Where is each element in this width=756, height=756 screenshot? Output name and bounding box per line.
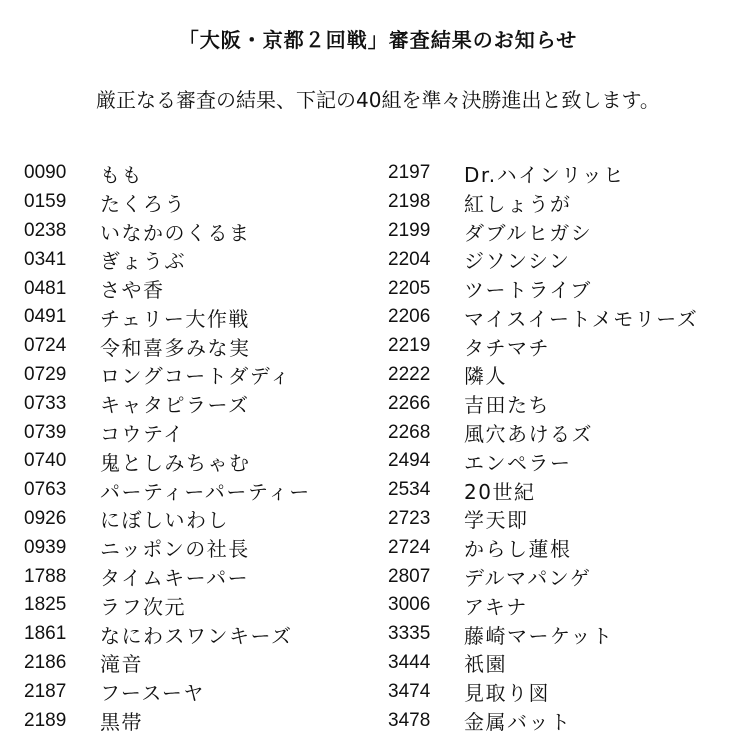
entry-number: 0238 [24,219,67,241]
entry-number: 0939 [24,536,67,558]
list-item [24,274,374,303]
entry-number: 0729 [24,363,67,385]
entry-name: 令和喜多みな実 [100,335,251,360]
entry-name: 風穴あけるズ [464,422,593,447]
entry-name: 紅しょうが [464,191,572,216]
entry-number: 0341 [24,248,67,270]
list-item [388,418,750,447]
list-item [24,447,374,476]
entry-number: 2205 [388,277,431,299]
entry-number: 2219 [388,335,431,357]
list-item [388,159,750,188]
entry-number: 2189 [24,709,67,731]
entry-number: 0733 [24,392,67,414]
list-item [388,706,750,735]
entry-number: 2724 [388,536,431,558]
list-item [388,447,750,476]
entry-number: 0926 [24,507,67,529]
list-item [388,562,750,591]
entry-number: 1788 [24,565,67,587]
entry-name: もも [100,162,143,187]
entry-name: たくろう [100,191,186,216]
entry-number: 2268 [388,421,431,443]
entry-number: 0481 [24,277,67,299]
list-item [24,188,374,217]
entry-name: 藤崎マーケット [464,623,614,648]
list-item [388,274,750,303]
entry-number: 2222 [388,363,431,385]
entry-number: 0724 [24,335,67,357]
list-item [24,245,374,274]
entry-number: 2197 [388,162,431,184]
list-item [24,591,374,620]
entry-name: さや香 [100,278,165,303]
entry-list-right [388,159,750,735]
list-item [388,620,750,649]
list-item [388,188,750,217]
list-item [388,476,750,505]
list-item [24,361,374,390]
entry-name: ダブルヒガシ [464,220,593,245]
entry-number: 3478 [388,709,431,731]
entry-name: にぼしいわし [100,508,229,533]
entry-name: デルマパンゲ [464,566,592,591]
entry-number: 3444 [388,651,431,673]
entry-name: タチマチ [464,335,550,360]
entry-number: 2204 [388,248,431,270]
entry-name: ロングコートダディ [100,364,292,389]
entry-number: 2198 [388,191,431,213]
list-item [388,505,750,534]
list-item [24,706,374,735]
entry-number: 2266 [388,392,431,414]
entry-name: ツートライブ [464,278,592,303]
entry-name: 20世紀 [464,479,536,504]
entry-number: 2187 [24,680,67,702]
list-item [24,476,374,505]
entry-name: 金属バット [464,710,572,735]
entry-number: 0763 [24,479,67,501]
list-item [24,533,374,562]
announcement-text: 厳正なる審査の結果、下記の40組を準々決勝進出と致します。 [96,88,660,112]
list-item [24,562,374,591]
entry-name: からし蓮根 [464,537,572,562]
list-item [388,533,750,562]
entry-number: 3006 [388,594,431,616]
entry-name: キャタピラーズ [100,393,250,418]
entry-number: 2807 [388,565,431,587]
entry-list-left [24,159,374,735]
entry-name: 学天即 [464,508,529,533]
entry-name: 見取り図 [464,681,550,706]
entry-number: 2186 [24,651,67,673]
list-item [24,332,374,361]
list-item [24,217,374,246]
entry-number: 2206 [388,306,431,328]
entry-name: ジソンシン [464,249,571,274]
entry-name: 祇園 [464,652,507,677]
entry-name: コウテイ [100,422,185,447]
entry-number: 0739 [24,421,67,443]
list-item [388,217,750,246]
entry-number: 2494 [388,450,431,472]
list-item [24,677,374,706]
entry-number: 1861 [24,623,67,645]
entry-name: フースーヤ [100,681,205,706]
entry-name: 滝音 [100,652,143,677]
entry-number: 3474 [388,680,431,702]
entry-name: パーティーパーティー [100,479,311,504]
entry-name: ぎょうぶ [100,249,186,274]
entry-name: 鬼としみちゃむ [100,450,251,475]
entry-name: エンペラー [464,450,572,475]
page-title: 「大阪・京都２回戦」審査結果のお知らせ [178,28,578,52]
list-item [388,677,750,706]
entry-name: 吉田たち [464,393,550,418]
entry-number: 0159 [24,191,67,213]
entry-number: 0491 [24,306,67,328]
list-item [388,389,750,418]
list-item [24,389,374,418]
entry-number: 2723 [388,507,431,529]
list-item [388,332,750,361]
list-item [388,303,750,332]
list-item [24,505,374,534]
list-item [388,591,750,620]
list-item [24,620,374,649]
entry-name: ラフ次元 [100,594,186,619]
list-item [24,159,374,188]
entry-name: 隣人 [464,364,507,389]
entry-number: 2534 [388,479,431,501]
entry-name: 黒帯 [100,710,143,735]
entry-name: チェリー大作戦 [100,306,250,331]
entry-number: 1825 [24,594,67,616]
entry-number: 2199 [388,219,431,241]
list-item [24,649,374,678]
entry-name: タイムキーパー [100,566,250,591]
entry-name: いなかのくるま [100,220,251,245]
list-item [24,303,374,332]
list-item [388,649,750,678]
entry-name: Dr.ハインリッヒ [464,162,625,187]
entry-number: 0740 [24,450,67,472]
entry-name: なにわスワンキーズ [100,623,293,648]
entry-name: ニッポンの社長 [100,537,250,562]
entry-number: 0090 [24,162,67,184]
entry-name: アキナ [464,594,528,619]
list-item [24,418,374,447]
entry-number: 3335 [388,623,431,645]
list-item [388,245,750,274]
list-item [388,361,750,390]
entry-name: マイスイートメモリーズ [464,306,699,331]
